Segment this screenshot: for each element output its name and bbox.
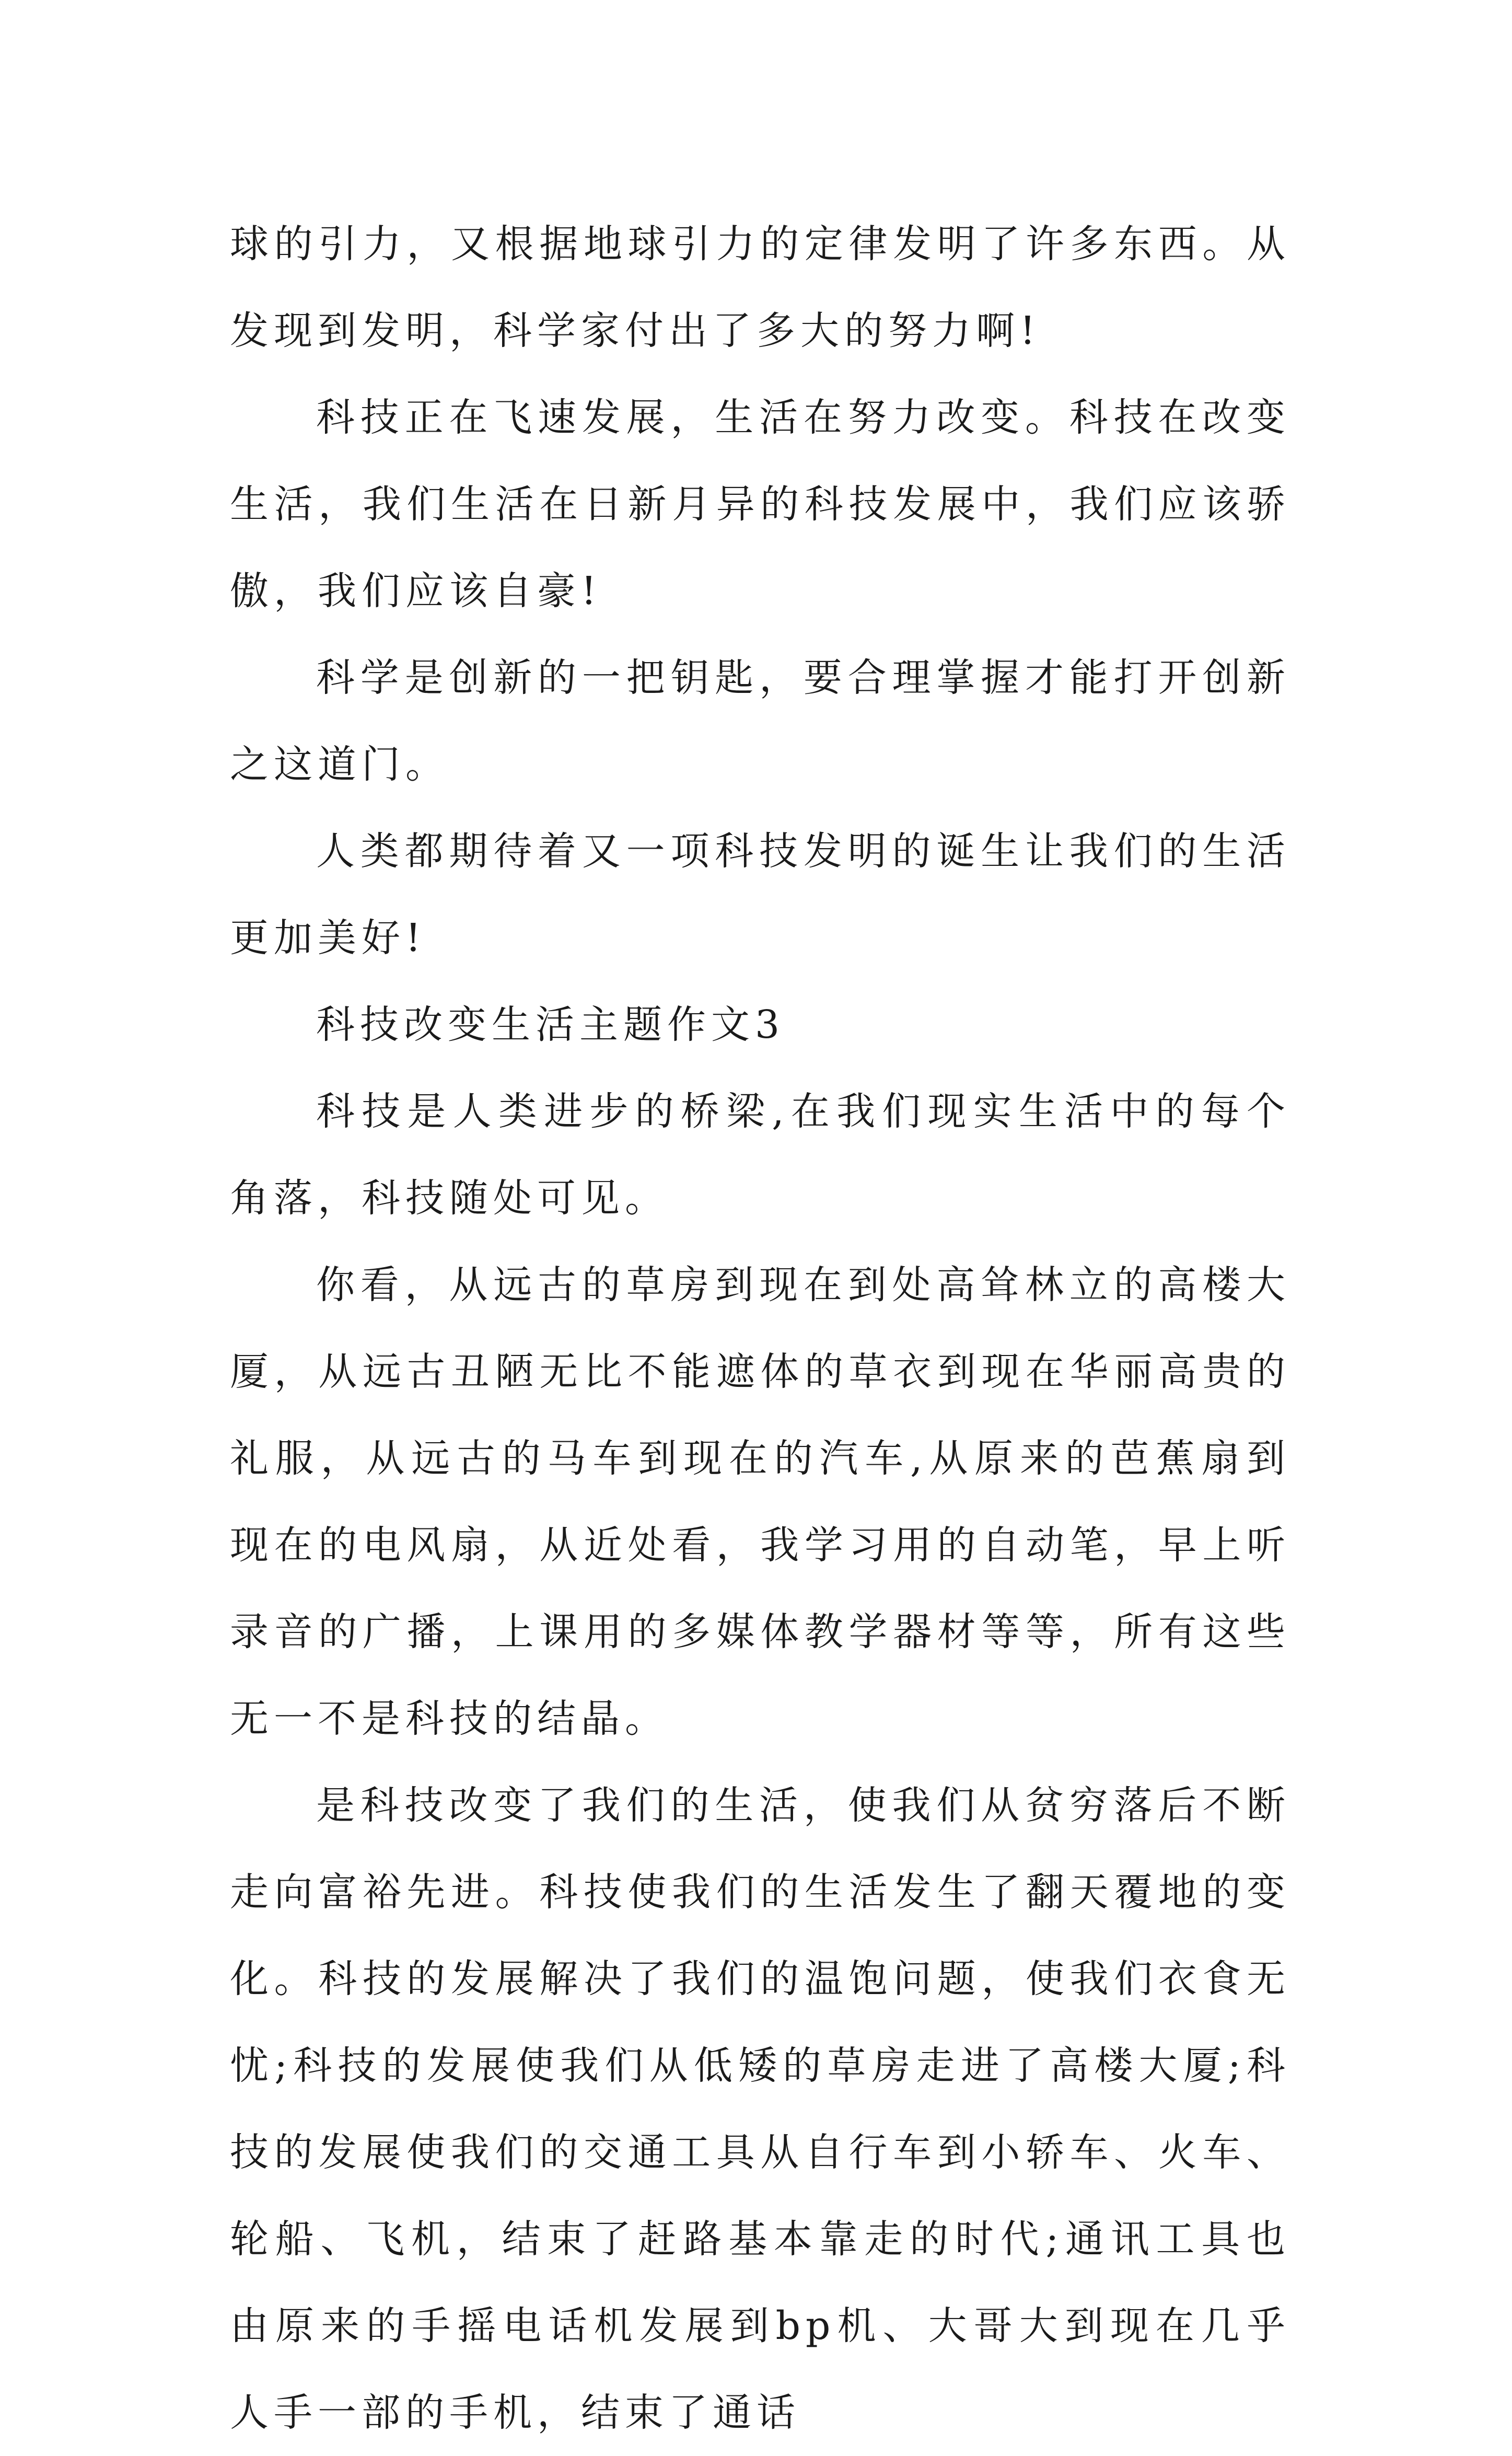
document-body <box>230 201 1290 2456</box>
paragraph-7: 是科技改变了我们的生活，使我们从贫穷落后不断走向富裕先进。科技使我们的生活发生了翻天覆地的变化。科技的发展解决了我们的温饱问题，使我们衣食无忧;科技的发展使我们从低矮的草房走进了高楼大厦;科技的发展使我们的交通工具从自行车到小轿车、火车、轮船、飞机，结束了赶路基本靠走的时代;通讯工具也由原来的手摇电话机发展到bp机、大哥大到现在几乎人手一部的手机，结束了通话 <box>230 1783 1290 2435</box>
paragraph-2: 科技正在飞速发展，生活在努力改变。科技在改变生活，我们生活在日新月异的科技发展中，我们应该骄傲，我们应该自豪! <box>230 395 1290 613</box>
paragraph-4: 人类都期待着又一项科技发明的诞生让我们的生活更加美好! <box>230 829 1290 960</box>
paragraph-1: 球的引力，又根据地球引力的定律发明了许多东西。从发现到发明，科学家付出了多大的努力啊! <box>230 222 1290 353</box>
paragraph-6: 你看，从远古的草房到现在到处高耸林立的高楼大厦，从远古丑陋无比不能遮体的草衣到现在华丽高贵的礼服，从远古的马车到现在的汽车,从原来的芭蕉扇到现在的电风扇，从近处看，我学习用的自动笔，早上听录音的广播，上课用的多媒体教学器材等等，所有这些无一不是科技的结晶。 <box>230 1262 1290 1741</box>
paragraph-3: 科学是创新的一把钥匙，要合理掌握才能打开创新之这道门。 <box>230 655 1290 787</box>
paragraph-5: 科技是人类进步的桥梁,在我们现实生活中的每个角落，科技随处可见。 <box>230 1089 1290 1221</box>
section-heading: 科技改变生活主题作文3 <box>316 1002 785 1047</box>
